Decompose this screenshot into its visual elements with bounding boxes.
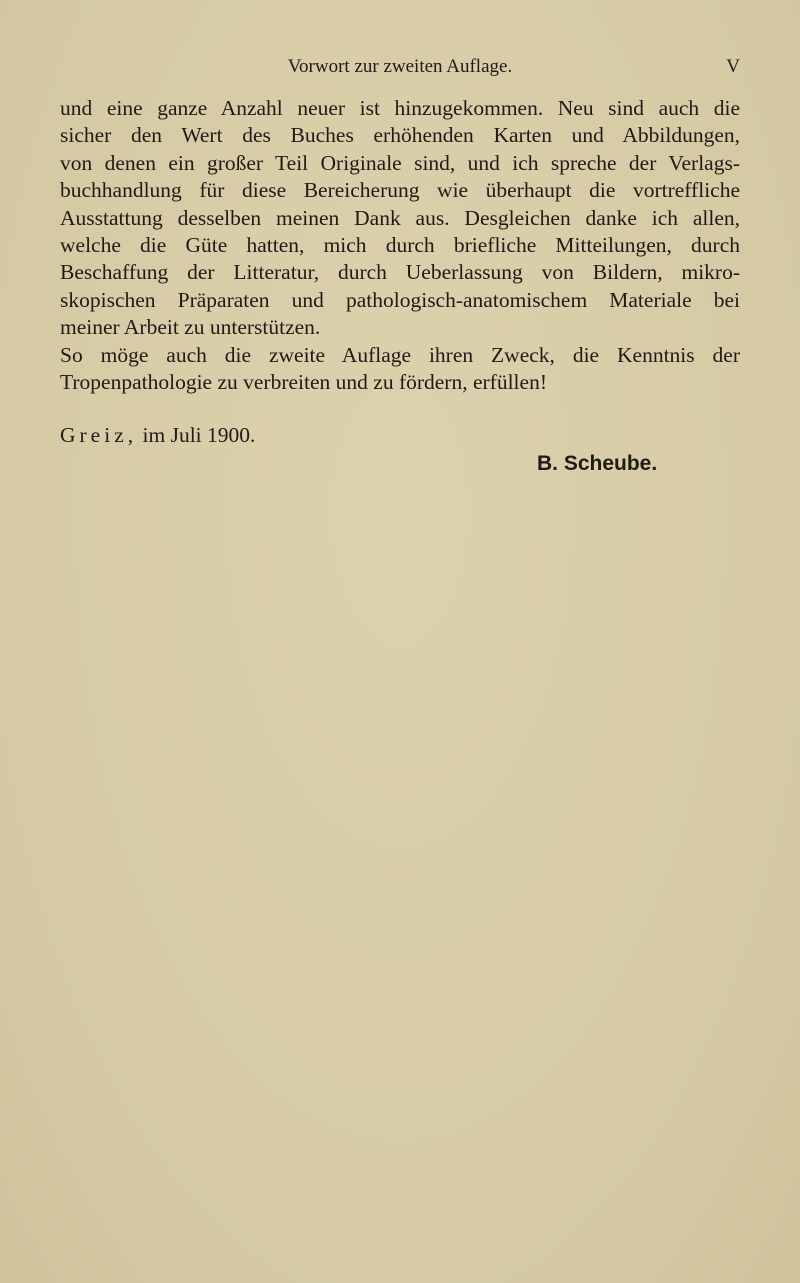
text-line: welche die Güte hatten, mich durch briefliche Mitteilungen, durch [60, 232, 740, 257]
place-date [60, 423, 255, 448]
text-line: meiner Arbeit zu unterstützen. [60, 315, 321, 340]
text-line: sicher den Wert des Buches erhöhenden Karten und Abbildungen, [60, 123, 740, 148]
place-city: Greiz, [60, 423, 138, 447]
text-line: von denen ein großer Teil Originale sind, und ich spreche der Verlags- [60, 150, 740, 175]
place-date-text: im Juli 1900. [142, 423, 256, 447]
text-line: Tropenpathologie zu verbreiten und zu fördern, erfüllen! [60, 369, 547, 394]
text-line: Beschaffung der Litteratur, durch Ueberlassung von Bildern, mikro- [60, 260, 740, 285]
page-number: V [726, 56, 740, 77]
author-signature: B. Scheube. [537, 452, 658, 475]
text-line: Ausstattung desselben meinen Dank aus. Desgleichen danke ich allen, [60, 205, 740, 230]
text-line: So möge auch die zweite Auflage ihren Zweck, die Kenntnis der [60, 342, 740, 367]
text-line: buchhandlung für diese Bereicherung wie überhaupt die vortreffliche [60, 178, 740, 203]
running-header [60, 56, 740, 82]
text-line: und eine ganze Anzahl neuer ist hinzugekommen. Neu sind auch die [60, 96, 740, 120]
body-text [60, 95, 740, 396]
header-title: Vorwort zur zweiten Auflage. [287, 56, 513, 77]
text-line: skopischen Präparaten und pathologisch-anatomischem Materiale bei [60, 287, 740, 312]
